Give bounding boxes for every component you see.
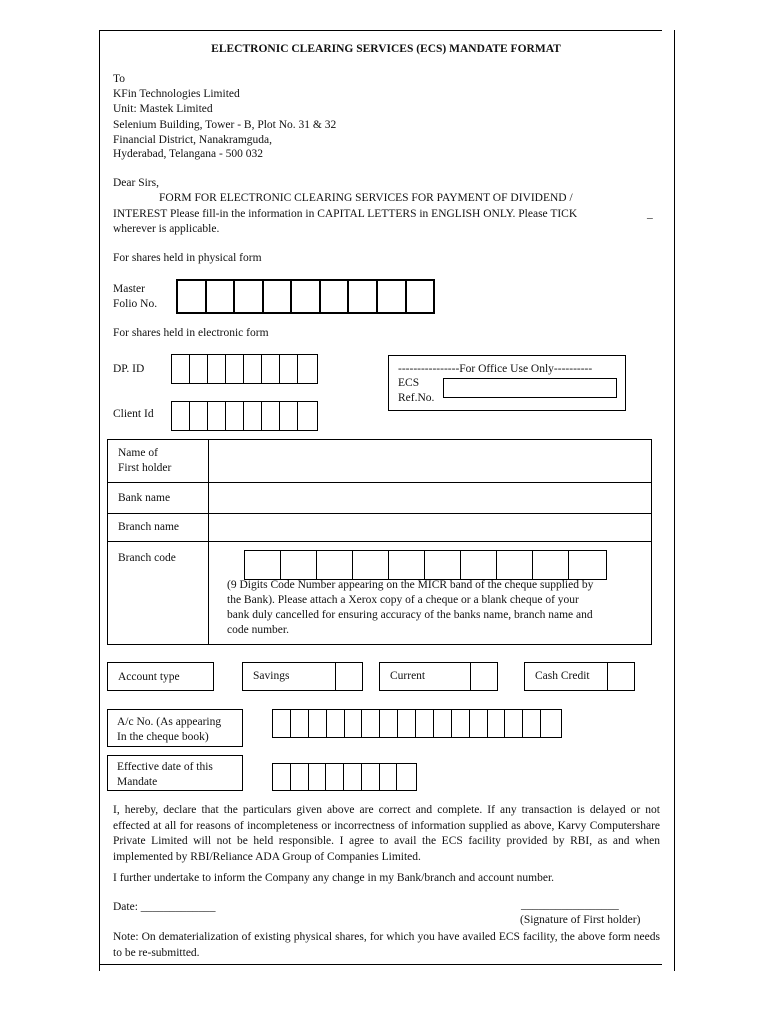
intro-line2: INTEREST Please fill-in the information in CAPITAL LETTERS in ENGLISH ONLY. Please TICK (113, 208, 578, 220)
folio-label: Folio No. (113, 298, 158, 310)
dp-id-input[interactable] (171, 354, 318, 384)
address-line2: Unit: Mastek Limited (113, 103, 213, 115)
first-holder-input[interactable] (210, 440, 651, 482)
frame-bottom (99, 964, 662, 965)
address-line4: Financial District, Nanakramguda, (113, 134, 273, 146)
client-id-input[interactable] (171, 401, 318, 431)
branch-code-input[interactable] (244, 550, 607, 580)
dp-id-label: DP. ID (113, 363, 145, 375)
frame-right (674, 30, 675, 971)
signature-label: (Signature of First holder) (520, 914, 641, 926)
electronic-heading: For shares held in electronic form (113, 327, 269, 339)
micr-note-line4: code number. (227, 624, 289, 636)
address-to: To (113, 73, 125, 85)
bank-name-label: Bank name (118, 492, 171, 504)
option-current[interactable] (379, 662, 498, 691)
bank-table-divider (208, 439, 209, 645)
tick-mark: _ (647, 208, 653, 220)
frame-left (99, 30, 100, 971)
branch-name-label: Branch name (118, 521, 179, 533)
option-savings-checkbox[interactable] (335, 663, 362, 690)
declaration-text: I, hereby, declare that the particulars given above are correct and complete. If any transaction is delayed or not effected at all for reasons of incompleteness or incorrectness of information supplied as above, Karvy Computershare Private Limited will not be held responsible. I agree to avail the ECS facility provided by RBI, as and when implemented by RBI/Reliance ADA Group of Companies Limited. (113, 804, 660, 863)
micr-note-line3: bank duly cancelled for ensuring accuracy of the banks name, branch name and (227, 609, 593, 621)
account-no-label2: In the cheque book) (117, 731, 209, 743)
branch-code-label: Branch code (118, 552, 176, 564)
client-id-label: Client Id (113, 408, 154, 420)
form-title: ELECTRONIC CLEARING SERVICES (ECS) MANDATE FORMAT (211, 43, 561, 55)
bank-row-line3 (107, 541, 652, 542)
option-current-label: Current (390, 670, 426, 682)
option-savings[interactable] (242, 662, 363, 691)
address-line1: KFin Technologies Limited (113, 88, 240, 100)
name-label2: First holder (118, 462, 172, 474)
micr-note-line1: (9 Digits Code Number appearing on the MICR band of the cheque supplied by (227, 579, 594, 591)
option-cash-credit[interactable] (524, 662, 635, 691)
office-use-heading: ----------------For Office Use Only---------- (398, 363, 593, 375)
ecs-label: ECS (398, 377, 420, 389)
account-type-label: Account type (118, 671, 180, 683)
effective-date-label2: Mandate (117, 776, 158, 788)
option-current-checkbox[interactable] (470, 663, 497, 690)
frame-top (99, 30, 662, 31)
signature-line[interactable]: _________________ (521, 899, 619, 911)
effective-date-input[interactable] (272, 763, 417, 791)
branch-name-input[interactable] (210, 514, 651, 541)
effective-date-label1: Effective date of this (117, 761, 213, 773)
resubmit-note: Note: On dematerialization of existing physical shares, for which you have availed ECS facility, the above form needs to be re-submitted. (113, 931, 660, 959)
salutation: Dear Sirs, (113, 177, 159, 189)
undertaking-text: I further undertake to inform the Company any change in my Bank/branch and account number. (113, 872, 555, 884)
name-label1: Name of (118, 447, 158, 459)
account-no-label1: A/c No. (As appearing (117, 716, 222, 728)
option-cash-credit-checkbox[interactable] (607, 663, 634, 690)
micr-note-line2: the Bank). Please attach a Xerox copy of a cheque or a blank cheque of your (227, 594, 579, 606)
physical-heading: For shares held in physical form (113, 252, 262, 264)
address-line3: Selenium Building, Tower - B, Plot No. 31 & 32 (113, 119, 337, 131)
intro-line1: FORM FOR ELECTRONIC CLEARING SERVICES FOR PAYMENT OF DIVIDEND / (159, 192, 573, 204)
date-field[interactable]: Date: _____________ (113, 901, 216, 913)
option-savings-label: Savings (253, 670, 290, 682)
ecs-ref-input[interactable] (443, 378, 617, 398)
master-folio-input[interactable] (176, 279, 435, 314)
bank-name-input[interactable] (210, 483, 651, 513)
option-cash-credit-label: Cash Credit (535, 670, 590, 682)
address-line5: Hyderabad, Telangana - 500 032 (113, 148, 264, 160)
account-no-input[interactable] (272, 709, 562, 738)
intro-line3: wherever is applicable. (113, 223, 220, 235)
master-label: Master (113, 283, 145, 295)
ref-no-label: Ref.No. (398, 392, 435, 404)
